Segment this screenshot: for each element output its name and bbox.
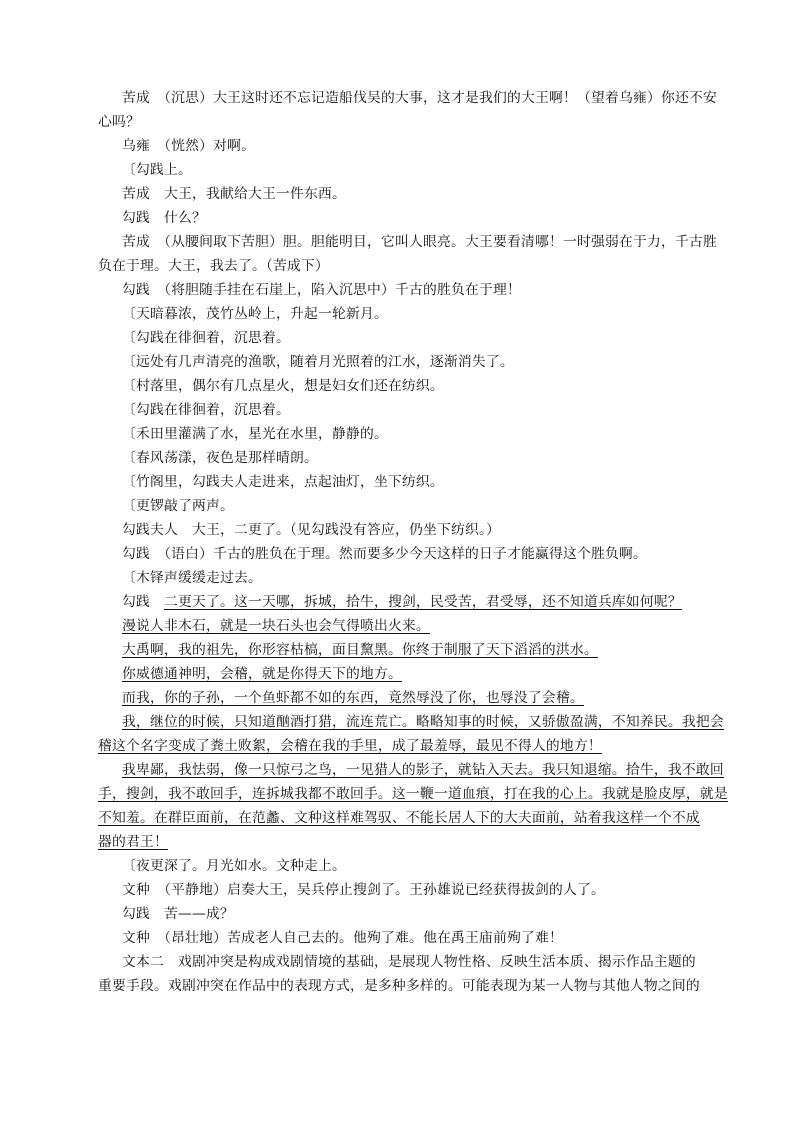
line-text: 勾践 （语白）千古的胜负在于理。然而要多少今天这样的日子才能赢得这个胜负啊。 (122, 546, 647, 562)
text-line (122, 905, 774, 923)
line-text: 〔天暗暮浓，茂竹丛岭上，升起一轮新月。 (122, 306, 388, 322)
line-text: 文种 （平静地）启奏大王，吴兵停止搜剑了。王孙雄说已经获得拔剑的人了。 (122, 882, 605, 898)
text-line (122, 185, 774, 203)
line-text: 手，搜剑，我不敢回手，连拆城我都不敢回手。这一鞭一道血痕，打在我的心上。我就是脸皮厚，就是 (98, 786, 728, 802)
text-line (122, 713, 774, 731)
text-line (122, 929, 774, 947)
text-line (122, 209, 774, 227)
line-text: 心吗？ (98, 114, 140, 130)
text-line (122, 449, 774, 467)
text-line (122, 137, 774, 155)
line-text: 〔木铎声缓缓走过去。 (122, 570, 262, 586)
text-line (98, 113, 774, 131)
line-text: 勾践 什么？ (122, 210, 206, 226)
line-text: 文种 （昂壮地）苦成老人自己去的。他殉了难。他在禹王庙前殉了难！ (122, 930, 563, 946)
line-text: 重要手段。戏剧冲突在作品中的表现方式，是多种多样的。可能表现为某一人物与其他人物之间的 (98, 978, 700, 994)
line-text: 乌雍 （恍然）对啊。 (122, 138, 256, 154)
line-text: 稽这个名字变成了粪土败絮，会稽在我的手里，成了最羞辱，最见不得人的地方！ (98, 738, 602, 754)
line-text: 〔春风荡漾，夜色是那样晴朗。 (122, 450, 318, 466)
text-line (122, 569, 774, 587)
text-line (98, 977, 774, 995)
text-line (122, 329, 774, 347)
text-line (122, 617, 774, 635)
text-line (122, 689, 774, 707)
line-text: 〔更锣敲了两声。 (122, 498, 234, 514)
line-text: 〔村落里，偶尔有几点星火，想是妇女们还在纺织。 (122, 378, 444, 394)
text-line (122, 761, 774, 779)
line-text: 器的君王！ (98, 834, 168, 850)
line-text: 〔禾田里灌满了水，星光在水里，静静的。 (122, 426, 388, 442)
text-line (122, 545, 774, 563)
text-line (122, 89, 774, 107)
line-text: 〔竹阁里，勾践夫人走进来，点起油灯，坐下纺织。 (122, 474, 444, 490)
text-line (122, 857, 774, 875)
text-line (122, 377, 774, 395)
text-line (98, 785, 774, 803)
text-line (122, 881, 774, 899)
line-text: 我卑鄙，我怯弱，像一只惊弓之鸟，一见猎人的影子，就钻入天去。我只知退缩。拾牛，我不敢回 (122, 762, 724, 778)
line-text: 〔勾践在徘徊着，沉思着。 (122, 330, 290, 346)
line-text: 而我，你的子孙，一个鱼虾都不如的东西，竟然辱没了你，也辱没了会稽。 (122, 690, 584, 706)
line-text: 不知羞。在群臣面前，在范蠡、文种这样难驾驭、不能长居人下的大夫面前，站着我这样一个不成 (98, 810, 700, 826)
text-line (122, 233, 774, 251)
line-text: 漫说人非木石，就是一块石头也会气得喷出火来。 (122, 618, 430, 634)
text-line (122, 401, 774, 419)
line-text: 苦成 大王，我献给大王一件东西。 (122, 186, 346, 202)
line-text: 苦成 （沉思）大王这时还不忘记造船伐吴的大事，这才是我们的大王啊！（望着乌雍）你还不安 (122, 90, 717, 106)
text-line (122, 665, 774, 683)
line-text: 二更天了。这一天哪，拆城，拾牛，搜剑，民受苦，君受辱，还不知道兵库如何呢？ (164, 594, 682, 610)
line-text: 大禹啊，我的祖先，你形容枯槁，面目黧黑。你终于制服了天下滔滔的洪水。 (122, 642, 598, 658)
text-line (122, 641, 774, 659)
line-text: 勾践 苦——成？ (122, 906, 234, 922)
text-line (122, 281, 774, 299)
text-line (98, 809, 774, 827)
line-text: 我，继位的时候，只知道酗酒打猎，流连荒亡。略略知事的时候，又骄傲盈满，不知养民。我把会 (122, 714, 724, 730)
text-line (122, 521, 774, 539)
text-line (122, 425, 774, 443)
text-line (122, 473, 774, 491)
text-line (98, 833, 774, 851)
text-line (122, 497, 774, 515)
line-text: 负在于理。大王，我去了。（苦成下） (98, 258, 330, 274)
line-text: 苦成 （从腰间取下苦胆）胆。胆能明目，它叫人眼亮。大王要看清哪！一时强弱在于力，千古胜 (122, 234, 717, 250)
line-text: 你威德通神明，会稽，就是你得天下的地方。 (122, 666, 402, 682)
text-line (122, 161, 774, 179)
line-text: 〔勾践上。 (122, 162, 192, 178)
speaker-label: 勾践 (122, 594, 164, 610)
line-text: 文本二 戏剧冲突是构成戏剧情境的基础，是展现人物性格、反映生活本质、揭示作品主题的 (122, 954, 696, 970)
text-line (122, 353, 774, 371)
text-line (122, 953, 774, 971)
text-line (98, 257, 774, 275)
text-line (122, 305, 774, 323)
text-line (98, 737, 774, 755)
line-text: 勾践 （将胆随手挂在石崖上，陷入沉思中）千古的胜负在于理！ (122, 282, 522, 298)
line-text: 〔夜更深了。月光如水。文种走上。 (122, 858, 346, 874)
text-line (122, 593, 774, 611)
line-text: 〔远处有几声清亮的渔歌，随着月光照着的江水，逐渐消失了。 (122, 354, 514, 370)
line-text: 勾践夫人 大王，二更了。（见勾践没有答应，仍坐下纺织。） (122, 522, 501, 538)
line-text: 〔勾践在徘徊着，沉思着。 (122, 402, 290, 418)
